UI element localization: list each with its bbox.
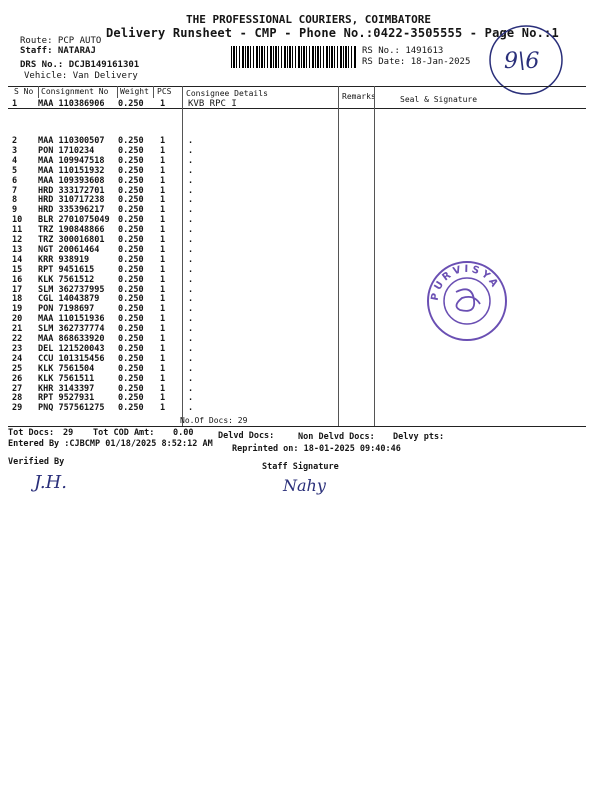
col-divider — [117, 86, 118, 98]
row-weight: 0.250 — [118, 393, 144, 404]
table-row — [0, 275, 600, 285]
row-pcs: 1 — [160, 304, 166, 315]
row-weight: 0.250 — [118, 145, 144, 156]
row-sno: 3 — [12, 145, 18, 156]
row-sno: 4 — [12, 155, 18, 166]
reprinted-on: Reprinted on: 18-01-2025 09:40:46 — [232, 444, 401, 454]
tot-cod-label: Tot COD Amt: — [93, 428, 155, 438]
table-row — [0, 186, 600, 196]
row-consignment-no: HRD 310717238 — [38, 195, 105, 206]
row-consignee-details: . — [188, 324, 194, 335]
route-label: Route: PCP AUTO — [20, 36, 102, 46]
col-consignee-details: Consignee Details — [186, 89, 268, 98]
row-consignment-no: SLM 362737774 — [38, 324, 105, 335]
row-weight: 0.250 — [118, 264, 144, 275]
barcode — [231, 46, 356, 68]
row-weight: 0.250 — [118, 334, 144, 344]
row-pcs: 1 — [160, 274, 166, 285]
row-consignee-details: . — [188, 165, 194, 176]
row-consignment-no: HRD 335396217 — [38, 205, 105, 216]
row-consignment-no: HRD 333172701 — [38, 185, 105, 196]
row-consignee-details: . — [188, 334, 194, 344]
table-row — [0, 324, 600, 334]
row-consignment-no: MAA 110386906 — [38, 99, 105, 109]
row-weight: 0.250 — [118, 363, 144, 374]
row-pcs: 1 — [160, 403, 166, 414]
tot-docs-label: Tot Docs: — [8, 428, 55, 438]
table-row — [0, 235, 600, 245]
staff-label: Staff: NATARAJ — [20, 46, 96, 56]
non-delvd-docs: Non Delvd Docs: — [298, 432, 375, 442]
tot-cod-value: 0.00 — [173, 428, 194, 438]
runsheet-title: Delivery Runsheet - CMP - Phone No.:0422-3505555 - Page No.:1 — [106, 26, 559, 40]
row-weight: 0.250 — [118, 373, 144, 384]
row-weight: 0.250 — [118, 195, 144, 206]
row-consignee-details: . — [188, 304, 194, 315]
row-consignee-details: . — [188, 195, 194, 206]
row-consignee-details: . — [188, 215, 194, 226]
verified-by-label: Verified By — [8, 457, 65, 467]
row-pcs: 1 — [160, 314, 166, 325]
row-sno: 24 — [12, 353, 23, 364]
row-pcs: 1 — [160, 324, 166, 335]
row-consignee-details: . — [188, 363, 194, 374]
row-weight: 0.250 — [118, 225, 144, 236]
col-consignment: Consignment No — [41, 87, 109, 96]
seal-stamp — [424, 258, 510, 344]
row-pcs: 1 — [160, 264, 166, 275]
row-sno: 25 — [12, 363, 23, 374]
row-consignment-no: MAA 110300507 — [38, 136, 105, 146]
row-sno: 19 — [12, 304, 23, 315]
table-row — [0, 364, 600, 374]
table-row — [0, 136, 600, 146]
row-pcs: 1 — [160, 195, 166, 206]
row-consignment-no: KRR 938919 — [38, 254, 90, 265]
handwritten-page-mark-text: 9\6 — [504, 49, 540, 74]
row-pcs: 1 — [160, 254, 166, 265]
row-sno: 22 — [12, 334, 23, 344]
row-consignee-details: . — [188, 225, 194, 236]
rs-number: RS No.: 1491613 — [362, 46, 444, 56]
seal-stamp-text: PURVISYA — [429, 263, 502, 302]
table-row — [0, 294, 600, 304]
row-consignee-details: . — [188, 155, 194, 166]
row-consignee-details: . — [188, 175, 194, 186]
row-consignment-no: MAA 868633920 — [38, 334, 105, 344]
row-sno: 20 — [12, 314, 23, 325]
table-row — [0, 354, 600, 364]
table-row — [0, 156, 600, 166]
row-consignment-no: SLM 362737995 — [38, 284, 105, 295]
row-sno: 8 — [12, 195, 18, 206]
row-consignment-no: CCU 101315456 — [38, 353, 105, 364]
row-consignee-details: . — [188, 244, 194, 255]
company-title: THE PROFESSIONAL COURIERS, COIMBATORE — [186, 13, 432, 26]
row-consignee-details: . — [188, 353, 194, 364]
table-row — [0, 334, 600, 344]
row-consignment-no: RPT 9451615 — [38, 264, 95, 275]
row-weight: 0.250 — [118, 343, 144, 354]
row-pcs: 1 — [160, 294, 166, 305]
row-sno: 21 — [12, 324, 23, 335]
row-consignment-no: RPT 9527931 — [38, 393, 95, 404]
row-consignment-no: PNQ 757561275 — [38, 403, 105, 414]
row-sno: 18 — [12, 294, 23, 305]
row-consignee-details: . — [188, 185, 194, 196]
row-pcs: 1 — [160, 145, 166, 156]
row-consignee-details: . — [188, 403, 194, 414]
row-weight: 0.250 — [118, 353, 144, 364]
row-consignee-details: . — [188, 284, 194, 295]
table-row — [0, 285, 600, 295]
row-consignee-details: . — [188, 205, 194, 216]
verifier-initials: J.H. — [34, 472, 67, 493]
row-pcs: 1 — [160, 185, 166, 196]
row-consignee-details: . — [188, 314, 194, 325]
row-sno: 12 — [12, 235, 23, 245]
table-row — [0, 146, 600, 156]
row-sno: 17 — [12, 284, 23, 295]
row-consignment-no: DEL 121520043 — [38, 343, 105, 354]
row-weight: 0.250 — [118, 155, 144, 166]
staff-signature-label: Staff Signature — [262, 462, 339, 472]
row-weight: 0.250 — [118, 175, 144, 186]
row-pcs: 1 — [160, 235, 166, 245]
row-sno: 11 — [12, 225, 23, 236]
row-pcs: 1 — [160, 225, 166, 236]
table-row — [0, 265, 600, 275]
rs-date: RS Date: 18-Jan-2025 — [362, 57, 471, 67]
row-weight: 0.250 — [118, 165, 144, 176]
no-of-docs: No.Of Docs: 29 — [180, 416, 248, 425]
row-pcs: 1 — [160, 343, 166, 354]
entered-by: Entered By :CJBCMP 01/18/2025 8:52:12 AM — [8, 439, 213, 449]
row-consignee-details: . — [188, 145, 194, 156]
col-sno: S No — [14, 87, 34, 96]
row-consignee-details: . — [188, 343, 194, 354]
col-weight: Weight — [120, 87, 149, 96]
row-sno: 9 — [12, 205, 18, 216]
row-pcs: 1 — [160, 155, 166, 166]
table-row — [0, 215, 600, 225]
col-pcs: PCS — [157, 87, 172, 96]
row-sno: 23 — [12, 343, 23, 354]
row-sno: 13 — [12, 244, 23, 255]
row-sno: 5 — [12, 165, 18, 176]
row-consignment-no: MAA 110151936 — [38, 314, 105, 325]
delvd-docs: Delvd Docs: — [218, 431, 275, 441]
row-consignee-details: . — [188, 264, 194, 275]
table-row — [0, 195, 600, 205]
row-sno: 28 — [12, 393, 23, 404]
row-consignment-no: BLR 2701075049 — [38, 215, 110, 226]
col-divider — [153, 86, 154, 98]
row-weight: 0.250 — [118, 383, 144, 394]
delvy-pts: Delvy pts: — [393, 432, 445, 442]
row-consignment-no: KLK 7561504 — [38, 363, 95, 374]
row-sno: 16 — [12, 274, 23, 285]
row-consignment-no: MAA 109393608 — [38, 175, 105, 186]
col-seal-signature: Seal & Signature — [400, 95, 478, 104]
row-consignee-details: . — [188, 294, 194, 305]
row-pcs: 1 — [160, 136, 166, 146]
table-row — [0, 205, 600, 215]
row-consignment-no: PON 7198697 — [38, 304, 95, 315]
row-weight: 0.250 — [118, 274, 144, 285]
table-row — [0, 304, 600, 314]
row-sno: 26 — [12, 373, 23, 384]
table-row — [0, 245, 600, 255]
row-pcs: 1 — [160, 284, 166, 295]
row-consignment-no: KLK 7561512 — [38, 274, 95, 285]
row-sno: 6 — [12, 175, 18, 186]
row-weight: 0.250 — [118, 235, 144, 245]
row-pcs: 1 — [160, 373, 166, 384]
row-consignment-no: CGL 14043879 — [38, 294, 100, 305]
table-row — [0, 384, 600, 394]
row-consignment-no: MAA 110151932 — [38, 165, 105, 176]
row-consignment-no: TRZ 300016801 — [38, 235, 105, 245]
row-consignee-details: KVB RPC I — [188, 99, 237, 109]
row-pcs: 1 — [160, 383, 166, 394]
row-consignee-details: . — [188, 373, 194, 384]
table-row — [0, 225, 600, 235]
row-weight: 0.250 — [118, 304, 144, 315]
table-row — [0, 393, 600, 403]
row-weight: 0.250 — [118, 284, 144, 295]
row-consignment-no: KHR 3143397 — [38, 383, 95, 394]
row-weight: 0.250 — [118, 136, 144, 146]
table-row — [0, 176, 600, 186]
row-pcs: 1 — [160, 175, 166, 186]
table-row — [0, 166, 600, 176]
row-weight: 0.250 — [118, 205, 144, 216]
row-consignee-details: . — [188, 235, 194, 245]
row-weight: 0.250 — [118, 294, 144, 305]
row-sno: 29 — [12, 403, 23, 414]
row-consignment-no: PON 1710234 — [38, 145, 95, 156]
summary-rule — [8, 426, 586, 427]
row-weight: 0.250 — [118, 403, 144, 414]
row-weight: 0.250 — [118, 254, 144, 265]
row-consignee-details: . — [188, 136, 194, 146]
row-consignee-details: . — [188, 383, 194, 394]
row-sno: 1 — [12, 99, 18, 109]
row-consignment-no: NGT 20061464 — [38, 244, 100, 255]
col-divider — [38, 86, 39, 98]
table-row — [0, 344, 600, 354]
row-sno: 2 — [12, 136, 18, 146]
row-consignment-no: TRZ 190848866 — [38, 225, 105, 236]
row-sno: 27 — [12, 383, 23, 394]
row-weight: 0.250 — [118, 244, 144, 255]
row-sno: 10 — [12, 215, 23, 226]
row-consignee-details: . — [188, 393, 194, 404]
row-pcs: 1 — [160, 393, 166, 404]
row-weight: 0.250 — [118, 185, 144, 196]
row-pcs: 1 — [160, 215, 166, 226]
row-sno: 15 — [12, 264, 23, 275]
table-row — [0, 403, 600, 413]
row-pcs: 1 — [160, 334, 166, 344]
table-row — [0, 374, 600, 384]
tot-docs-value: 29 — [63, 428, 74, 438]
row-pcs: 1 — [160, 244, 166, 255]
row-weight: 0.250 — [118, 99, 144, 109]
drs-number: DRS No.: DCJB149161301 — [20, 60, 140, 70]
vehicle-label: Vehicle: Van Delivery — [24, 71, 138, 81]
row-consignment-no: MAA 109947518 — [38, 155, 105, 166]
staff-signature: Nahy — [283, 476, 326, 495]
table-row — [0, 255, 600, 265]
row-sno: 7 — [12, 185, 18, 196]
table-row — [0, 314, 600, 324]
row-pcs: 1 — [160, 99, 166, 109]
row-pcs: 1 — [160, 363, 166, 374]
handwritten-page-mark — [486, 20, 566, 100]
row-consignee-details: . — [188, 254, 194, 265]
row-weight: 0.250 — [118, 324, 144, 335]
col-remarks: Remarks — [342, 92, 376, 101]
row-weight: 0.250 — [118, 314, 144, 325]
row-sno: 14 — [12, 254, 23, 265]
row-pcs: 1 — [160, 205, 166, 216]
row-consignee-details: . — [188, 274, 194, 285]
row-weight: 0.250 — [118, 215, 144, 226]
row-pcs: 1 — [160, 165, 166, 176]
table-row — [0, 99, 600, 109]
row-consignment-no: KLK 7561511 — [38, 373, 95, 384]
row-pcs: 1 — [160, 353, 166, 364]
